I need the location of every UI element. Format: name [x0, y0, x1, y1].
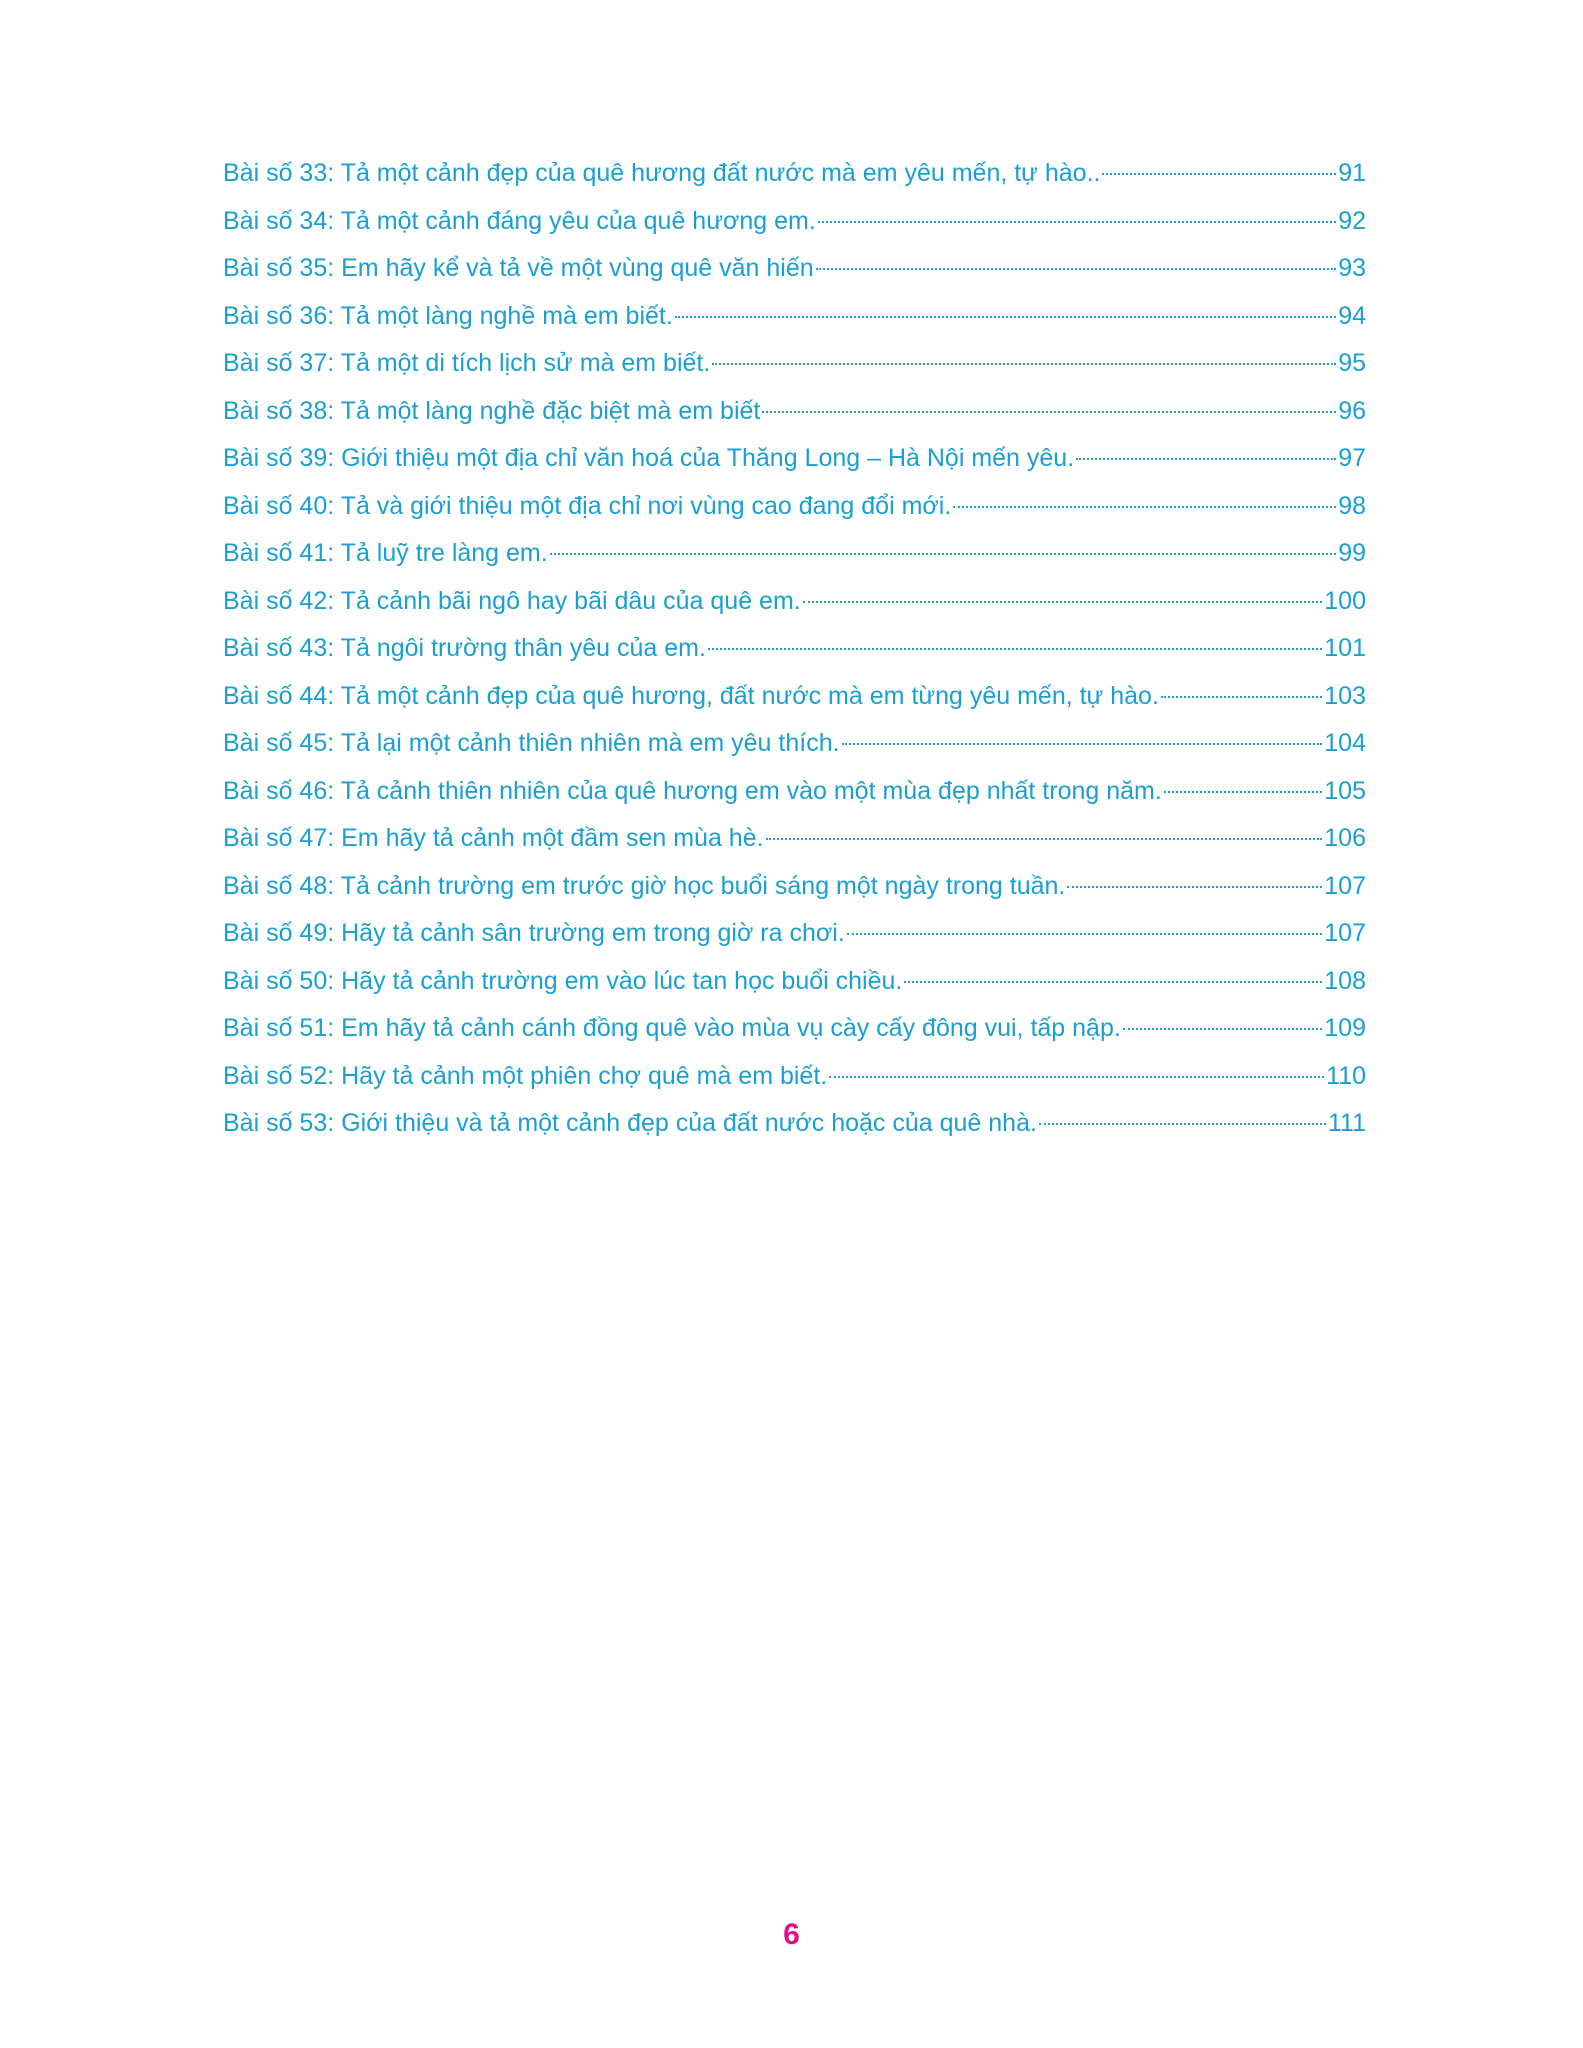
toc-entry	[223, 1100, 1366, 1148]
toc-entry	[223, 245, 1366, 293]
toc-entry-page: 108	[1324, 966, 1366, 995]
toc-dot-leader	[818, 221, 1336, 223]
toc-dot-leader	[842, 743, 1323, 745]
toc-entry-page: 110	[1326, 1061, 1366, 1090]
toc-entry	[223, 1005, 1366, 1053]
page-number: 6	[783, 1918, 800, 1951]
toc-entry	[223, 815, 1366, 863]
toc-entry	[223, 150, 1366, 198]
toc-entry-title: Bài số 43: Tả ngôi trường thân yêu của em.	[223, 634, 706, 662]
toc-entry-title: Bài số 37: Tả một di tích lịch sử mà em biết.	[223, 349, 711, 377]
toc-entry-page: 111	[1327, 1109, 1366, 1137]
toc-entry-page: 109	[1324, 1014, 1366, 1042]
toc-entry-page: 91	[1338, 159, 1366, 187]
toc-entry	[223, 910, 1366, 958]
toc-dot-leader	[1067, 886, 1322, 888]
toc-dot-leader	[904, 981, 1322, 983]
toc-entry	[223, 340, 1366, 388]
toc-entry-title: Bài số 51: Em hãy tả cảnh cánh đồng quê vào mùa vụ cày cấy đông vui, tấp nập.	[223, 1014, 1121, 1042]
toc-entry-page: 107	[1324, 871, 1366, 900]
toc-entry	[223, 435, 1366, 483]
toc-entry	[223, 293, 1366, 341]
toc-dot-leader	[816, 268, 1337, 270]
toc-entry-title: Bài số 49: Hãy tả cảnh sân trường em trong giờ ra chơi.	[223, 919, 845, 947]
toc-entry-page: 100	[1324, 586, 1366, 615]
toc-entry	[223, 768, 1366, 816]
toc-entry-title: Bài số 34: Tả một cảnh đáng yêu của quê hương em.	[223, 206, 816, 235]
toc-entry	[223, 578, 1366, 626]
toc-entry-page: 96	[1338, 396, 1366, 425]
toc-entry-title: Bài số 50: Hãy tả cảnh trường em vào lúc tan học buổi chiều.	[223, 966, 903, 995]
toc-dot-leader	[1161, 696, 1322, 698]
toc-entry-title: Bài số 46: Tả cảnh thiên nhiên của quê hương em vào một mùa đẹp nhất trong năm.	[223, 776, 1162, 805]
toc-entry-title: Bài số 52: Hãy tả cảnh một phiên chợ quê mà em biết.	[223, 1061, 828, 1090]
toc-entry	[223, 483, 1366, 531]
toc-dot-leader	[675, 316, 1336, 318]
toc-dot-leader	[1076, 458, 1336, 460]
toc-entry-title: Bài số 53: Giới thiệu và tả một cảnh đẹp của đất nước hoặc của quê nhà.	[223, 1109, 1037, 1137]
toc-dot-leader	[1164, 791, 1322, 793]
toc-dot-leader	[762, 411, 1336, 413]
toc-dot-leader	[1039, 1123, 1326, 1125]
toc-entry-page: 95	[1338, 349, 1366, 377]
toc-entry-page: 103	[1324, 681, 1366, 710]
toc-dot-leader	[803, 601, 1323, 603]
toc-entry-title: Bài số 33: Tả một cảnh đẹp của quê hương đất nước mà em yêu mến, tự hào..	[223, 159, 1101, 187]
toc-dot-leader	[708, 648, 1322, 650]
toc-entry-page: 98	[1338, 491, 1366, 520]
toc-entry-page: 92	[1338, 206, 1366, 235]
toc-dot-leader	[1102, 173, 1336, 175]
toc-entry-title: Bài số 48: Tả cảnh trường em trước giờ học buổi sáng một ngày trong tuần.	[223, 871, 1066, 900]
toc-entry-title: Bài số 39: Giới thiệu một địa chỉ văn hoá của Thăng Long – Hà Nội mến yêu.	[223, 444, 1075, 472]
toc-entry-title: Bài số 36: Tả một làng nghề mà em biết.	[223, 301, 673, 330]
toc-dot-leader	[1123, 1028, 1322, 1030]
toc-dot-leader	[847, 933, 1323, 935]
toc-entry	[223, 958, 1366, 1006]
toc-entry-title: Bài số 41: Tả luỹ tre làng em.	[223, 539, 548, 567]
toc-entry	[223, 530, 1366, 578]
toc-entry	[223, 388, 1366, 436]
toc-entry-page: 104	[1324, 729, 1366, 757]
toc-entry-page: 94	[1338, 301, 1366, 330]
toc-entry-page: 106	[1324, 824, 1366, 852]
toc-entry-page: 99	[1338, 539, 1366, 567]
toc-dot-leader	[953, 506, 1336, 508]
toc-dot-leader	[550, 553, 1336, 555]
toc-entry-title: Bài số 35: Em hãy kể và tả về một vùng quê văn hiến	[223, 254, 814, 282]
table-of-contents	[223, 150, 1366, 1148]
toc-entry	[223, 863, 1366, 911]
toc-entry-title: Bài số 42: Tả cảnh bãi ngô hay bãi dâu của quê em.	[223, 586, 801, 615]
toc-dot-leader	[829, 1076, 1324, 1078]
toc-entry-title: Bài số 38: Tả một làng nghề đặc biệt mà em biết	[223, 396, 761, 425]
toc-entry	[223, 720, 1366, 768]
toc-entry	[223, 1053, 1366, 1101]
toc-entry	[223, 198, 1366, 246]
toc-entry-title: Bài số 45: Tả lại một cảnh thiên nhiên mà em yêu thích.	[223, 729, 840, 757]
toc-entry-title: Bài số 44: Tả một cảnh đẹp của quê hương, đất nước mà em từng yêu mến, tự hào.	[223, 681, 1159, 710]
toc-entry-title: Bài số 40: Tả và giới thiệu một địa chỉ nơi vùng cao đang đổi mới.	[223, 491, 952, 520]
toc-dot-leader	[766, 838, 1323, 840]
toc-entry-title: Bài số 47: Em hãy tả cảnh một đầm sen mùa hè.	[223, 824, 764, 852]
toc-entry-page: 107	[1324, 919, 1366, 947]
toc-entry-page: 101	[1324, 634, 1366, 662]
toc-entry-page: 97	[1338, 444, 1366, 472]
toc-entry-page: 93	[1338, 254, 1366, 282]
toc-entry	[223, 673, 1366, 721]
toc-dot-leader	[712, 363, 1336, 365]
toc-entry-page: 105	[1324, 776, 1366, 805]
toc-entry	[223, 625, 1366, 673]
